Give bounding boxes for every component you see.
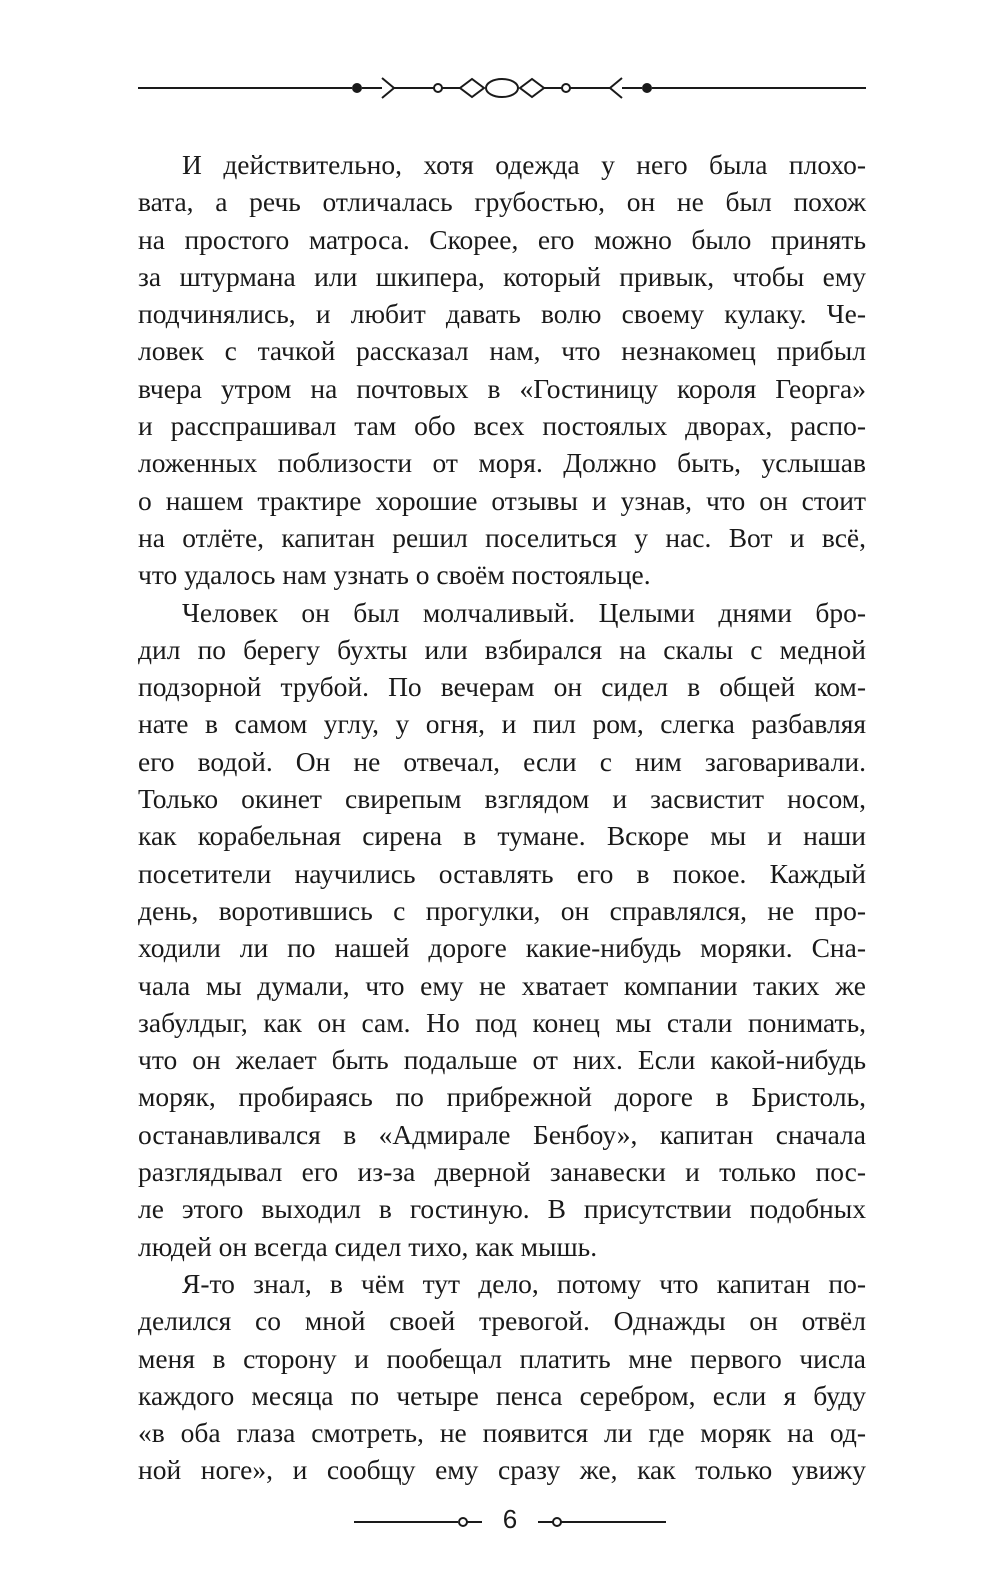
text-line: о нашем трактире хорошие отзывы и узнав, что он стоит (138, 484, 866, 516)
text-line: ходили ли по нашей дороге какие-нибудь моряки. Сна- (138, 932, 866, 964)
text-line: ложенных поблизости от моря. Должно быть, услышав (138, 447, 866, 479)
text-line: подчинялись, и любит давать волю своему кулаку. Че- (138, 298, 866, 330)
text-line: останавливался в «Адмирале Бенбоу», капитан сначала (138, 1118, 866, 1150)
text-line: ной ноге», и сообщу ему сразу же, как только увижу (138, 1454, 866, 1486)
text-line: ле этого выходил в гостиную. В присутствии подобных (138, 1193, 866, 1225)
text-line: Только окинет свирепым взглядом и засвистит носом, (138, 783, 866, 815)
text-line: И действительно, хотя одежда у него была плохо- (182, 149, 866, 180)
text-line: разглядывал его из-за дверной занавески и только пос- (138, 1156, 866, 1188)
text-line: посетители научились оставлять его в покое. Каждый (138, 857, 866, 889)
text-line: что удалось нам узнать о своём постояльце. (138, 559, 651, 591)
text-line: Человек он был молчаливый. Целыми днями бро- (182, 596, 866, 628)
text-line: за штурмана или шкипера, который привык, чтобы ему (138, 260, 866, 292)
page-footer (350, 1500, 670, 1540)
text-line: «в оба глаза смотреть, не появится ли где моряк на од- (138, 1417, 866, 1449)
text-line: чала мы думали, что ему не хватает компании таких же (138, 969, 866, 1001)
text-line: делился со мной своей тревогой. Однажды он отвёл (138, 1305, 866, 1337)
text-line: дил по берегу бухты или взбирался на скалы с медной (138, 633, 866, 665)
text-line: подзорной трубой. По вечерам он сидел в общей ком- (138, 671, 866, 703)
page-number: 6 (502, 1504, 518, 1534)
text-line: на отлёте, капитан решил поселиться у нас. Вот и всё, (138, 521, 866, 553)
paragraph-3 (138, 1265, 866, 1489)
text-line: его водой. Он не отвечал, если с ним заговаривали. (138, 745, 866, 777)
text-line: ловек с тачкой рассказал нам, что незнакомец прибыл (138, 335, 866, 367)
text-line: и расспрашивал там обо всех постоялых дворах, распо- (138, 410, 866, 442)
paragraph-2 (138, 594, 866, 1265)
text-line: нате в самом углу, у огня, и пил ром, слегка разбавляя (138, 708, 866, 740)
body-text (138, 146, 866, 1489)
text-line: вчера утром на почтовых в «Гостиницу короля Георга» (138, 372, 866, 404)
text-line: что он желает быть подальше от них. Если какой-нибудь (138, 1044, 866, 1076)
text-line: моряк, пробираясь по прибрежной дороге в Бристоль, (138, 1081, 866, 1113)
text-line: день, воротившись с прогулки, он справлялся, не про- (138, 894, 866, 926)
text-line: людей он всегда сидел тихо, как мышь. (138, 1230, 598, 1262)
text-line: на простого матроса. Скорее, его можно было принять (138, 223, 866, 255)
paragraph-1 (138, 146, 866, 594)
text-line: как корабельная сирена в тумане. Вскоре мы и наши (138, 820, 866, 852)
text-line: Я-то знал, в чём тут дело, потому что капитан по- (182, 1267, 866, 1299)
text-line: каждого месяца по четыре пенса серебром, если я буду (138, 1379, 866, 1411)
header-ornament (138, 70, 866, 106)
text-line: вата, а речь отличалась грубостью, он не был похож (138, 186, 866, 218)
text-line: забулдыг, как он сам. Но под конец мы стали понимать, (138, 1006, 866, 1038)
text-line: меня в сторону и пообещал платить мне первого числа (138, 1342, 866, 1374)
